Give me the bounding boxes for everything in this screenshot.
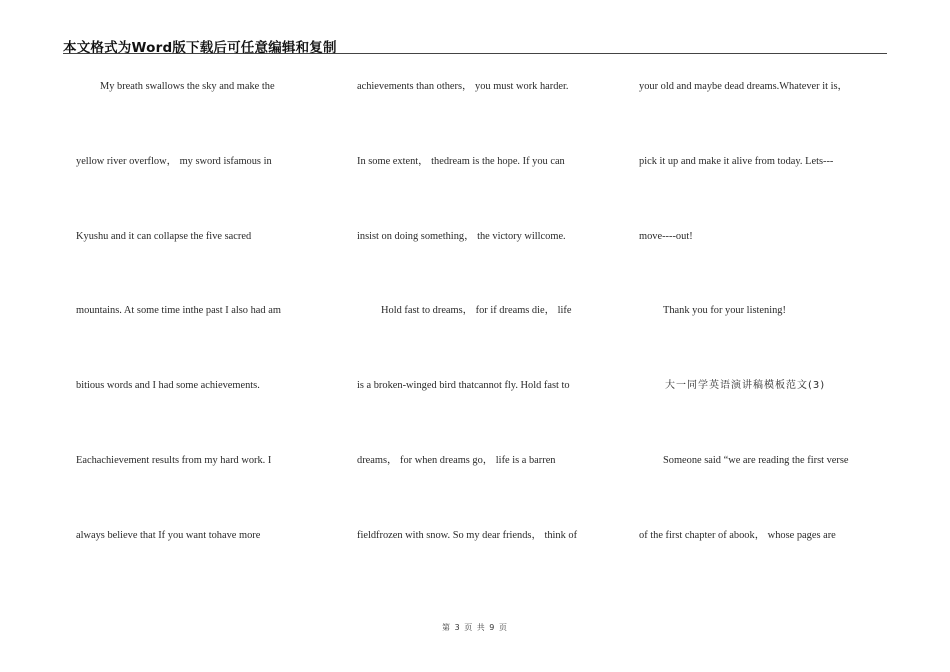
col3-section-heading: 大一同学英语演讲稿模板范文(3) — [665, 380, 826, 391]
header-divider — [63, 53, 887, 54]
document-header-title: 本文格式为Word版下载后可任意编辑和复制 — [63, 40, 337, 56]
col3-line-2: pick it up and make it alive from today. Lets--- — [639, 156, 834, 167]
col2-line-7: fieldfrozen with snow. So my dear friends， think of — [357, 530, 578, 541]
col3-line-4: Thank you for your listening! — [663, 305, 786, 316]
col1-line-4: mountains. At some time inthe past I also had am — [76, 305, 281, 316]
page-number-footer: 第 3 页 共 9 页 — [442, 623, 508, 632]
col2-line-3: insist on doing something， the victory willcome. — [357, 231, 566, 242]
col1-line-6: Eachachievement results from my hard work. I — [76, 455, 272, 466]
col1-line-1: My breath swallows the sky and make the — [100, 81, 275, 92]
col3-line-6: Someone said “we are reading the first verse — [663, 455, 849, 466]
col1-line-2: yellow river overflow， my sword isfamous in — [76, 156, 272, 167]
col3-line-3: move----out! — [639, 231, 693, 242]
col2-line-1: achievements than others， you must work harder. — [357, 81, 569, 92]
col3-line-1: your old and maybe dead dreams.Whatever it is， — [639, 81, 848, 92]
col1-line-5: bitious words and I had some achievements. — [76, 380, 260, 391]
col2-line-6: dreams， for when dreams go， life is a barren — [357, 455, 556, 466]
col1-line-3: Kyushu and it can collapse the five sacred — [76, 231, 252, 242]
col3-line-7: of the first chapter of abook， whose pages are — [639, 530, 836, 541]
col2-line-4: Hold fast to dreams， for if dreams die， life — [381, 305, 572, 316]
col2-line-2: In some extent， thedream is the hope. If you can — [357, 156, 565, 167]
col1-line-7: always believe that If you want tohave more — [76, 530, 261, 541]
col2-line-5: is a broken-winged bird thatcannot fly. Hold fast to — [357, 380, 570, 391]
